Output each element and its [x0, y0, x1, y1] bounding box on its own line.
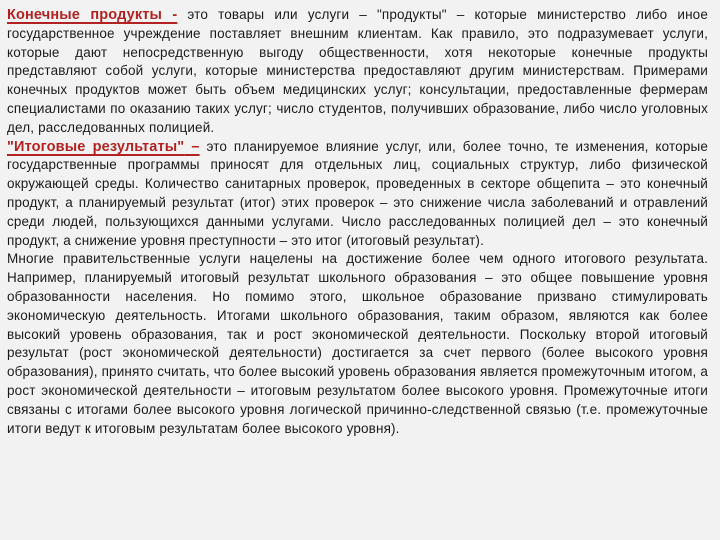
paragraph-outcomes: [7, 138, 708, 251]
paragraph-text: Многие правительственные услуги нацелены на достижение более чем одного итогового результата. Например, планируемый итоговый результат школьного образования – это общее повышение уровня образованности населения. Но помимо этого, школьное образование призвано стимулировать экономическую деятельность. Итогами школьного образования, таким образом, являются как более высокий уровень образования, так и рост экономической деятельности. Поскольку второй итоговый результат (рост экономической деятельности) достигается за счет первого (более высокого уровня образования), принято считать, что более высокий уровень образования является промежуточным итогом, а рост экономической деятельности – итоговым результатом более высокого уровня. Промежуточные итоги связаны с итогами более высокого уровня логической причинно-следственной связью (т.е. промежуточные итоги ведут к итоговым результатам более высокого уровня).: [7, 251, 708, 436]
paragraph-final-products: [7, 6, 708, 138]
paragraph-text: это товары или услуги – "продукты" – которые министерство либо иное государственное учреждение поставляет внешним клиентам. Как правило, это подразумевает услуги, которые дают непосредственную выгоду общественности, хотя некоторые конечные продукты представляют собой услуги, которые министерства предоставляют другим министерствам. Примерами конечных продуктов может быть объем медицинских услуг; консультации, предоставленные фермерам специалистами по оказанию таких услуг; число студентов, получивших образование, либо число уголовных дел, расследованных полицией.: [7, 7, 708, 135]
term-outcomes: "Итоговые результаты": [7, 138, 185, 155]
term-final-products: Конечные продукты: [7, 7, 163, 23]
paragraph-multiple-outcomes: [7, 250, 708, 438]
paragraph-text: это планируемое влияние услуг, или, более точно, те изменения, которые государственные программы приносят для отдельных лиц, социальных структур, либо физической окружающей среды. Количество санитарных проверок, проведенных в секторе общепита – это конечный продукт, а планируемый результат (итог) этих проверок – это снижение числа заболеваний и отравлений среди людей, пользующихся данными услугами. Число расследованных полицией дел – это конечный продукт, а снижение уровня преступности – это итог (итоговый результат).: [7, 138, 708, 248]
term-dash: -: [162, 7, 178, 23]
term-dash: –: [184, 138, 200, 155]
